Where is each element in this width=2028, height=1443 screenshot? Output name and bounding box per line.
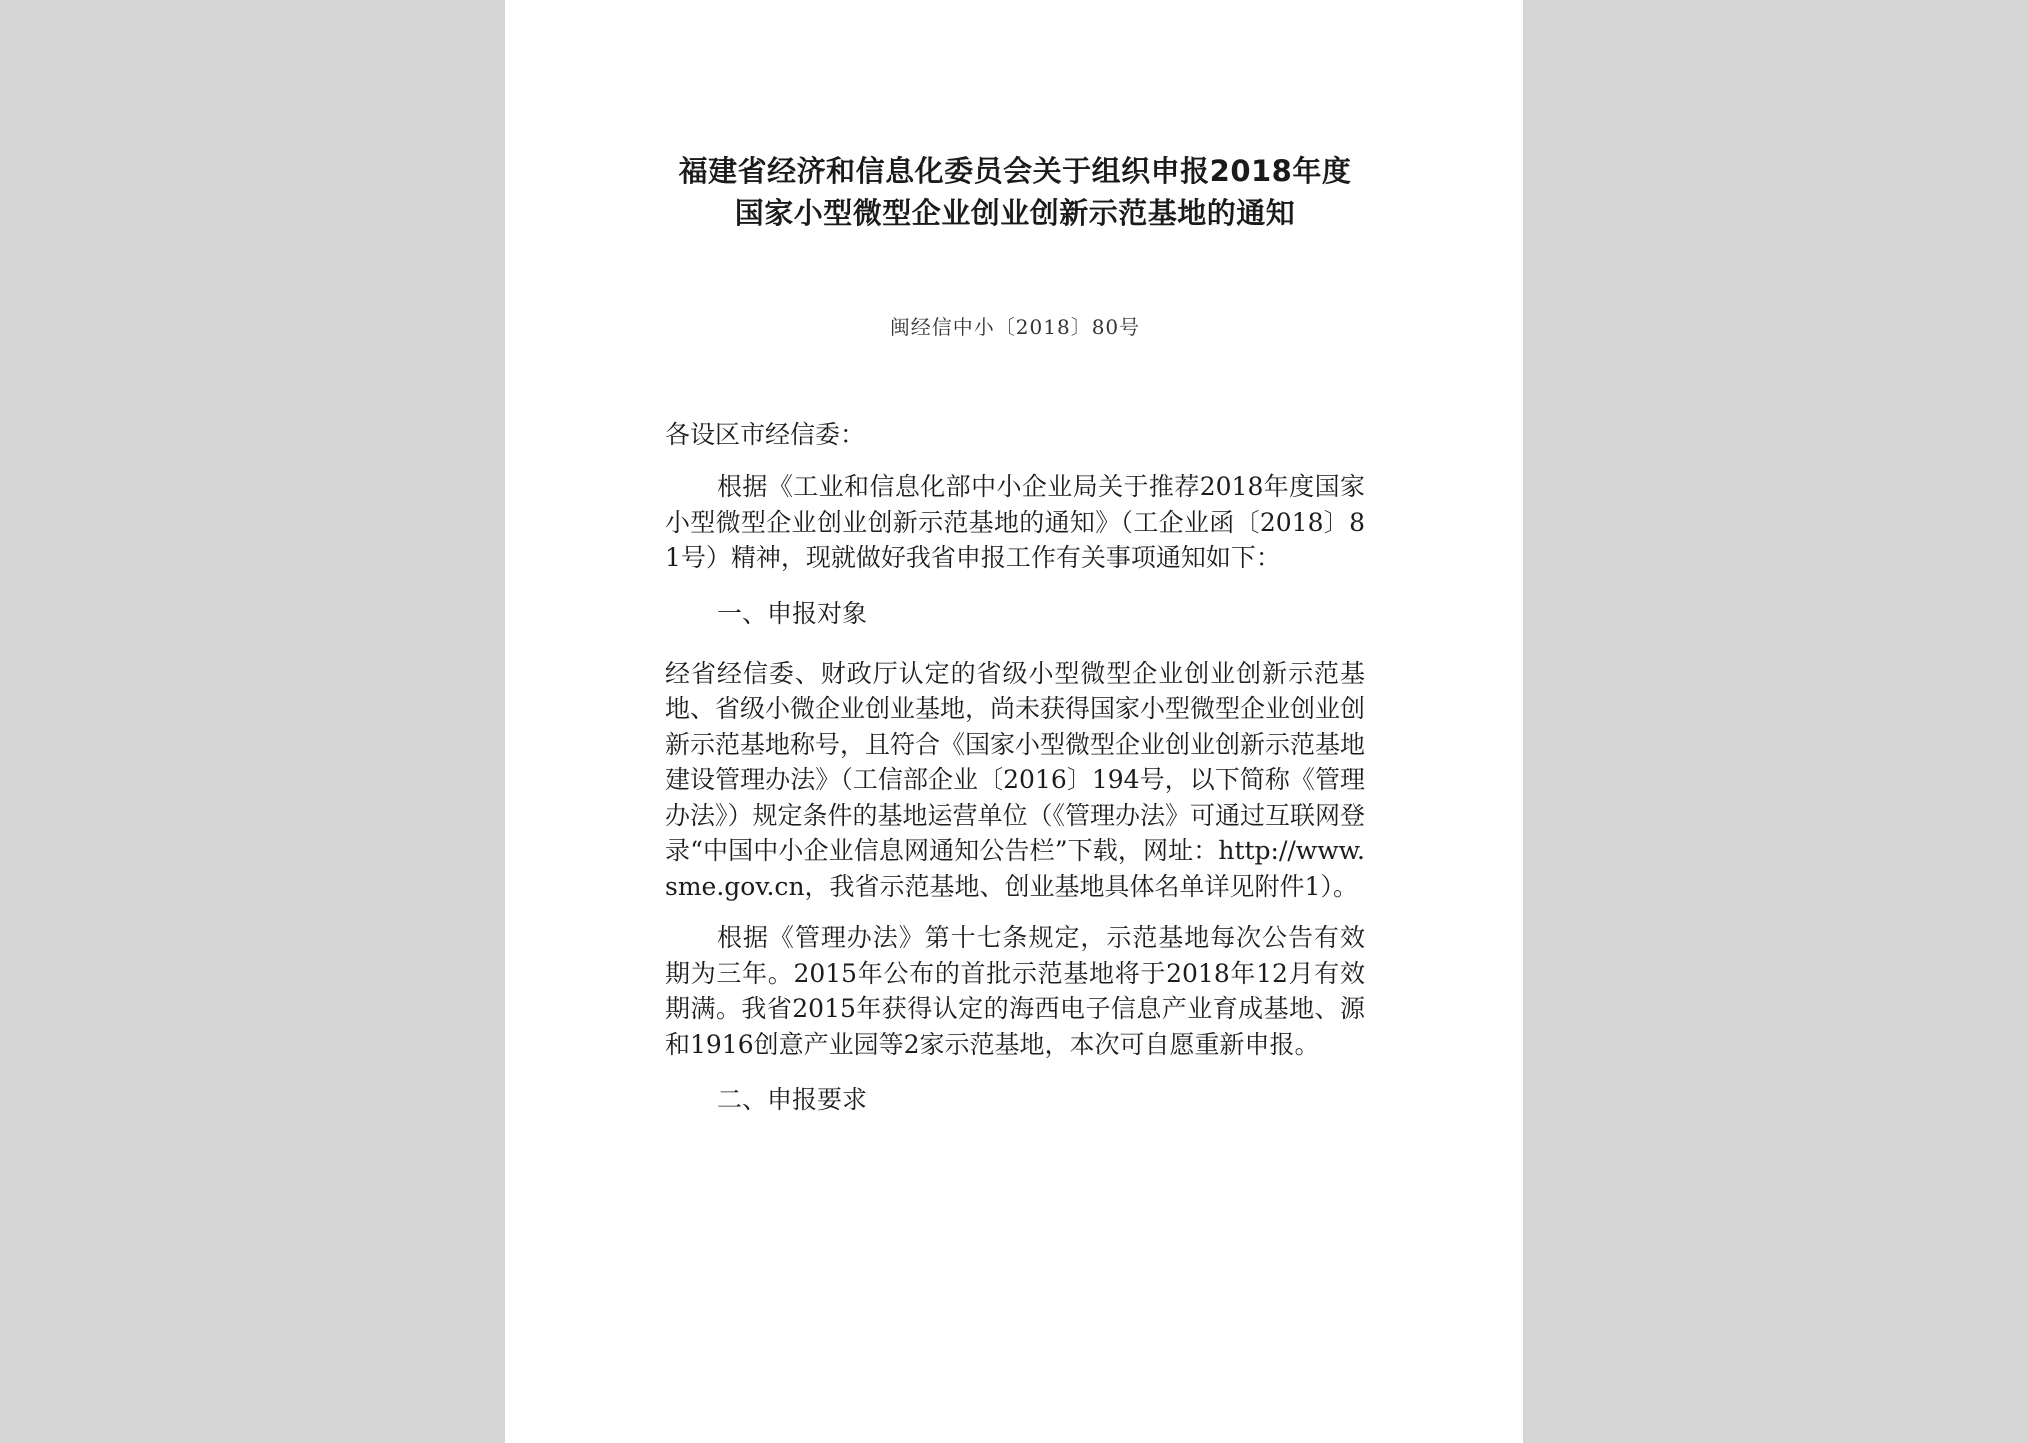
section-heading-2: 二、申报要求 — [717, 1085, 868, 1114]
title-line-2: 国家小型微型企业创业创新示范基地的通知 — [734, 196, 1296, 230]
intro-paragraph: 根据《工业和信息化部中小企业局关于推荐2018年度国家小型微型企业创业创新示范基地的通知》（工企业函〔2018〕81号）精神，现就做好我省申报工作有关事项通知如下： — [665, 472, 1365, 572]
section1-paragraph-2: 根据《管理办法》第十七条规定，示范基地每次公告有效期为三年。2015年公布的首批示范基地将于2018年12月有效期满。我省2015年获得认定的海西电子信息产业育成基地、源和1916创意产业园等2家示范基地，本次可自愿重新申报。 — [665, 923, 1365, 1059]
salutation: 各设区市经信委： — [665, 420, 866, 449]
page-content — [665, 150, 1365, 1118]
section1-paragraph: 经省经信委、财政厅认定的省级小型微型企业创业创新示范基地、省级小微企业创业基地，尚未获得国家小型微型企业创业创新示范基地称号，且符合《国家小型微型企业创业创新示范基地建设管理办法》（工信部企业〔2016〕194号，以下简称《管理办法》）规定条件的基地运营单位（《管理办法》可通过互联网登录“中国中小企业信息网通知公告栏”下载，网址：http://www.sme.gov.cn，我省示范基地、创业基地具体名单详见附件1）。 — [665, 658, 1366, 901]
document-page — [505, 0, 1523, 1443]
document-number: 闽经信中小〔2018〕80号 — [889, 315, 1141, 339]
section-heading-1: 一、申报对象 — [717, 598, 868, 628]
title-line-1: 福建省经济和信息化委员会关于组织申报2018年度 — [678, 154, 1352, 188]
document-title — [665, 150, 1365, 234]
